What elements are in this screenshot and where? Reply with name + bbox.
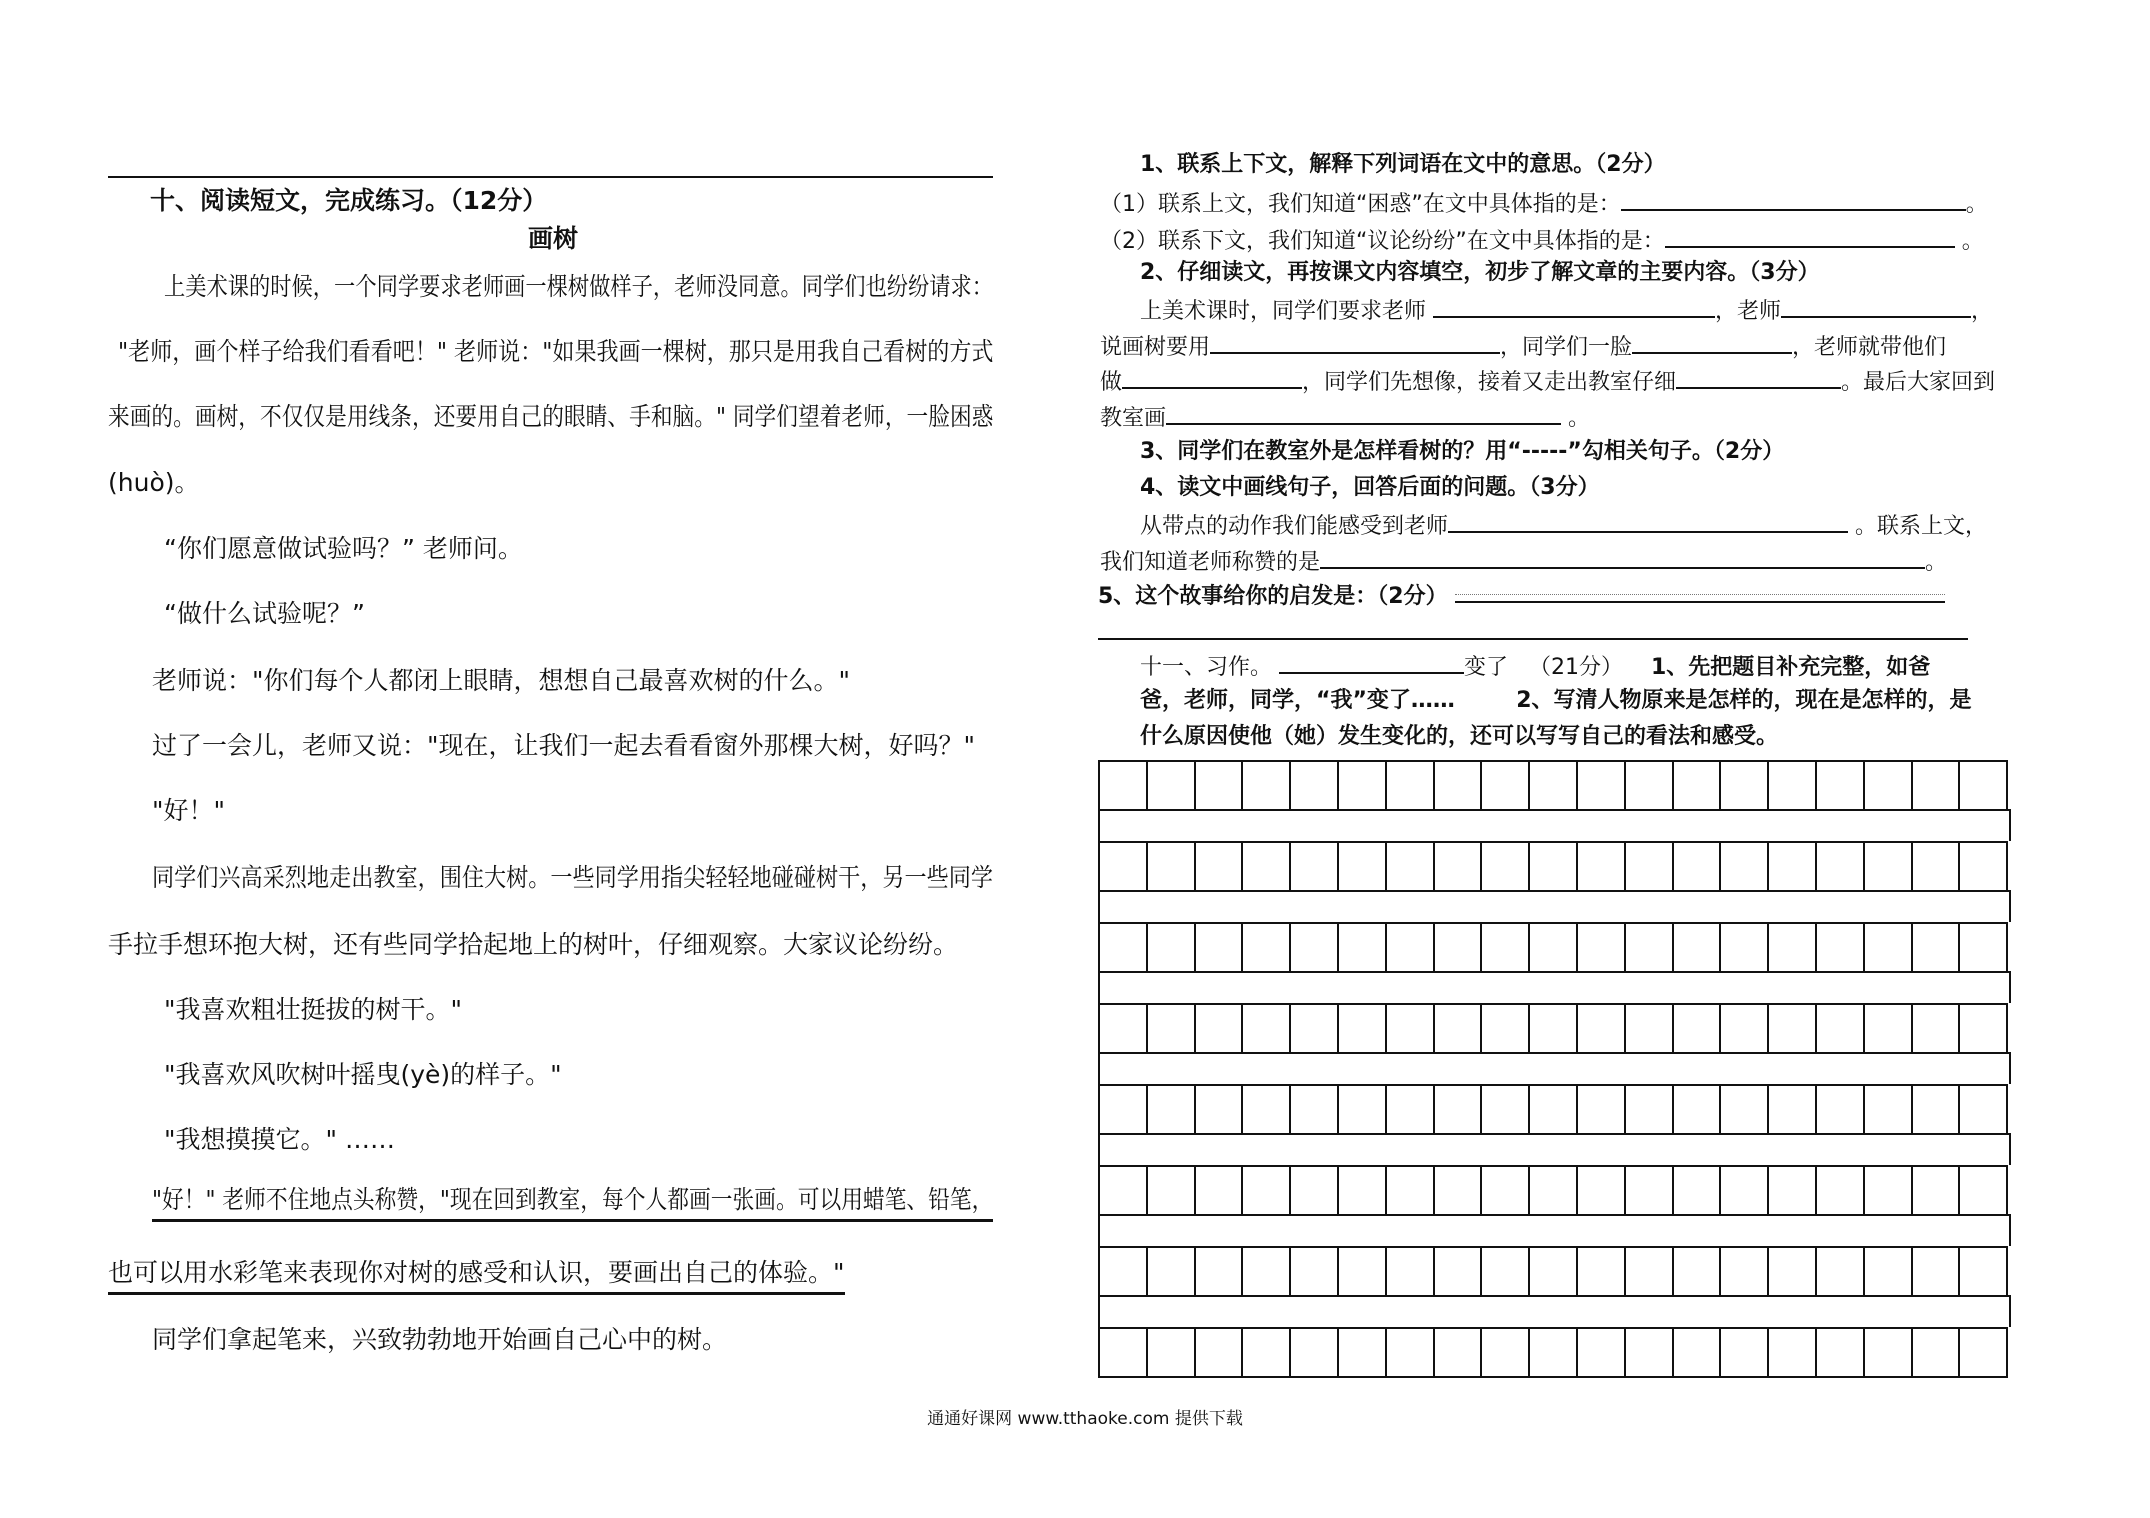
question-1b-text: （2）联系下文，我们知道“议论纷纷”在文中具体指的是： [1100, 229, 1665, 254]
text: ， [1971, 299, 1994, 324]
grid-cell[interactable] [1100, 1086, 1148, 1133]
grid-cell[interactable] [1721, 1005, 1769, 1052]
grid-cell[interactable] [1435, 1005, 1483, 1052]
grid-cell[interactable] [1100, 1248, 1148, 1295]
grid-row [1098, 1327, 2008, 1378]
grid-cell[interactable] [1530, 924, 1578, 971]
grid-cell[interactable] [1482, 1086, 1530, 1133]
grid-cell[interactable] [1913, 843, 1961, 890]
grid-cell[interactable] [1817, 1086, 1865, 1133]
question-4-line [1140, 507, 1987, 544]
passage-line: 上美术课的时候，一个同学要求老师画一棵树做样子，老师没同意。同学们也纷纷请求： [164, 272, 994, 301]
grid-cell[interactable] [1530, 1248, 1578, 1295]
grid-cell[interactable] [1817, 1005, 1865, 1052]
text: 爸，老师，同学，“我”变了…… [1140, 688, 1455, 713]
grid-cell[interactable] [1721, 762, 1769, 809]
grid-cell[interactable] [1721, 843, 1769, 890]
grid-cell[interactable] [1626, 762, 1674, 809]
period: 。 [1568, 406, 1591, 431]
passage-line: 老师说："你们每个人都闭上眼睛，想想自己最喜欢树的什么。" [152, 666, 851, 695]
grid-cell[interactable] [1243, 1329, 1291, 1376]
grid-cell[interactable] [1148, 1167, 1196, 1214]
grid-cell[interactable] [1960, 1086, 2008, 1133]
grid-cell[interactable] [1913, 1086, 1961, 1133]
grid-cell[interactable] [1674, 1248, 1722, 1295]
grid-spacer-row [1098, 1133, 2011, 1165]
grid-spacer-row [1098, 1052, 2011, 1084]
grid-row [1098, 922, 2008, 971]
grid-cell[interactable] [1721, 1086, 1769, 1133]
grid-cell[interactable] [1339, 1248, 1387, 1295]
passage-line: 手拉手想环抱大树，还有些同学拾起地上的树叶，仔细观察。大家议论纷纷。 [108, 930, 959, 959]
grid-cell[interactable] [1387, 1167, 1435, 1214]
text: 1、先把题目补充完整，如爸 [1651, 655, 1931, 680]
footer-source: 通通好课网 www.tthaoke.com 提供下载 [927, 1409, 1243, 1429]
grid-cell[interactable] [1721, 1248, 1769, 1295]
grid-cell[interactable] [1865, 1248, 1913, 1295]
answer-blank[interactable] [1665, 222, 1955, 248]
grid-cell[interactable] [1387, 843, 1435, 890]
grid-cell[interactable] [1817, 1167, 1865, 1214]
passage-line: 来画的。画树，不仅仅是用线条，还要用自己的眼睛、手和脑。" 同学们望着老师，一脸困惑 [108, 402, 994, 431]
grid-cell[interactable] [1530, 1086, 1578, 1133]
grid-cell[interactable] [1769, 1005, 1817, 1052]
grid-cell[interactable] [1626, 1005, 1674, 1052]
grid-spacer-row [1098, 890, 2011, 922]
grid-cell[interactable] [1960, 1248, 2008, 1295]
passage-line: 同学们拿起笔来，兴致勃勃地开始画自己心中的树。 [152, 1325, 728, 1354]
grid-cell[interactable] [1530, 762, 1578, 809]
grid-cell[interactable] [1387, 1005, 1435, 1052]
grid-cell[interactable] [1291, 1248, 1339, 1295]
passage-line: “你们愿意做试验吗？” 老师问。 [164, 534, 523, 563]
answer-blank[interactable] [1676, 363, 1841, 389]
grid-cell[interactable] [1291, 762, 1339, 809]
grid-cell[interactable] [1243, 1005, 1291, 1052]
grid-cell[interactable] [1435, 924, 1483, 971]
grid-cell[interactable] [1435, 1248, 1483, 1295]
grid-cell[interactable] [1482, 843, 1530, 890]
passage-line: "老师，画个样子给我们看看吧！" 老师说："如果我画一棵树，那只是用我自己看树的方式 [118, 337, 994, 366]
grid-cell[interactable] [1817, 762, 1865, 809]
grid-cell[interactable] [1148, 1005, 1196, 1052]
grid-cell[interactable] [1243, 843, 1291, 890]
grid-cell[interactable] [1769, 1329, 1817, 1376]
grid-cell[interactable] [1339, 1167, 1387, 1214]
grid-cell[interactable] [1913, 924, 1961, 971]
grid-cell[interactable] [1817, 924, 1865, 971]
grid-spacer-row [1098, 1214, 2011, 1246]
grid-cell[interactable] [1243, 1167, 1291, 1214]
text: 5、这个故事给你的启发是：（2分） [1098, 584, 1448, 609]
question-2-line [1100, 363, 1995, 400]
grid-cell[interactable] [1196, 1329, 1244, 1376]
grid-cell[interactable] [1817, 1248, 1865, 1295]
grid-cell[interactable] [1530, 843, 1578, 890]
question-2-line [1100, 399, 1590, 436]
grid-cell[interactable] [1960, 1167, 2008, 1214]
passage-line: 过了一会儿，老师又说："现在，让我们一起去看看窗外那棵大树，好吗？" [152, 731, 976, 760]
grid-cell[interactable] [1530, 1005, 1578, 1052]
grid-cell[interactable] [1578, 843, 1626, 890]
grid-row [1098, 1003, 2008, 1052]
grid-cell[interactable] [1100, 1329, 1148, 1376]
grid-cell[interactable] [1578, 1248, 1626, 1295]
text: 我们知道老师称赞的是 [1100, 550, 1321, 575]
grid-cell[interactable] [1769, 1248, 1817, 1295]
grid-cell[interactable] [1817, 843, 1865, 890]
grid-cell[interactable] [1626, 843, 1674, 890]
grid-cell[interactable] [1913, 762, 1961, 809]
grid-cell[interactable] [1578, 1329, 1626, 1376]
grid-cell[interactable] [1626, 1167, 1674, 1214]
grid-cell[interactable] [1674, 843, 1722, 890]
answer-blank[interactable] [1621, 185, 1966, 211]
passage-line: “做什么试验呢？” [164, 599, 365, 628]
grid-cell[interactable] [1913, 1167, 1961, 1214]
grid-cell[interactable] [1435, 843, 1483, 890]
grid-cell[interactable] [1387, 1329, 1435, 1376]
grid-cell[interactable] [1626, 1248, 1674, 1295]
grid-cell[interactable] [1291, 1005, 1339, 1052]
text: 2、写清人物原来是怎样的，现在是怎样的，是 [1516, 688, 1972, 713]
passage-line: (huò)。 [108, 468, 200, 497]
grid-row [1098, 1246, 2008, 1295]
question-2-line [1140, 292, 1993, 329]
grid-cell[interactable] [1674, 1086, 1722, 1133]
grid-cell[interactable] [1291, 1329, 1339, 1376]
grid-cell[interactable] [1865, 843, 1913, 890]
grid-cell[interactable] [1674, 1167, 1722, 1214]
grid-cell[interactable] [1148, 762, 1196, 809]
top-rule-left [108, 176, 993, 178]
answer-blank[interactable] [1781, 292, 1971, 318]
grid-cell[interactable] [1387, 924, 1435, 971]
writing-title: 十一、习作。 [1140, 655, 1273, 680]
text: 。联系上文， [1855, 514, 1988, 539]
grid-row [1098, 1165, 2008, 1214]
grid-cell[interactable] [1243, 1248, 1291, 1295]
period: 。 [1965, 192, 1988, 217]
grid-cell[interactable] [1291, 843, 1339, 890]
period: 。 [1925, 550, 1948, 575]
answer-line-q5[interactable] [1098, 638, 1968, 640]
grid-cell[interactable] [1435, 1329, 1483, 1376]
grid-cell[interactable] [1769, 1086, 1817, 1133]
grid-cell[interactable] [1721, 1329, 1769, 1376]
grid-cell[interactable] [1913, 1005, 1961, 1052]
writing-grid[interactable] [1098, 760, 2008, 1378]
grid-cell[interactable] [1243, 924, 1291, 971]
grid-cell[interactable] [1674, 924, 1722, 971]
grid-spacer-row [1098, 809, 2011, 841]
grid-cell[interactable] [1769, 1167, 1817, 1214]
grid-cell[interactable] [1721, 924, 1769, 971]
grid-cell[interactable] [1769, 843, 1817, 890]
grid-cell[interactable] [1530, 1329, 1578, 1376]
grid-cell[interactable] [1482, 1005, 1530, 1052]
grid-cell[interactable] [1960, 1329, 2008, 1376]
question-2-line [1100, 328, 1946, 365]
writing-task-line [1140, 648, 1930, 685]
question-3: 3、同学们在教室外是怎样看树的？用“-----”勾相关句子。（2分） [1140, 439, 1785, 464]
grid-cell[interactable] [1291, 1086, 1339, 1133]
answer-blank[interactable] [1122, 363, 1302, 389]
story-title: 画树 [528, 224, 579, 253]
grid-cell[interactable] [1100, 762, 1148, 809]
grid-spacer-row [1098, 971, 2011, 1003]
grid-cell[interactable] [1865, 1329, 1913, 1376]
grid-cell[interactable] [1482, 762, 1530, 809]
grid-cell[interactable] [1817, 1329, 1865, 1376]
text: ，老师 [1715, 299, 1782, 324]
text: 上美术课时，同学们要求老师 [1140, 299, 1427, 324]
grid-cell[interactable] [1960, 924, 2008, 971]
grid-cell[interactable] [1674, 762, 1722, 809]
grid-cell[interactable] [1196, 843, 1244, 890]
grid-cell[interactable] [1674, 1005, 1722, 1052]
grid-cell[interactable] [1578, 762, 1626, 809]
grid-row [1098, 841, 2008, 890]
grid-cell[interactable] [1339, 843, 1387, 890]
passage-line: "我喜欢粗壮挺拔的树干。" [164, 995, 462, 1024]
grid-cell[interactable] [1482, 1329, 1530, 1376]
grid-cell[interactable] [1387, 1086, 1435, 1133]
answer-blank[interactable] [1433, 292, 1715, 318]
grid-cell[interactable] [1578, 1005, 1626, 1052]
underlined-passage-line: 也可以用水彩笔来表现你对树的感受和认识，要画出自己的体验。" [108, 1256, 845, 1295]
text: 做 [1100, 370, 1123, 395]
grid-cell[interactable] [1960, 1005, 2008, 1052]
grid-cell[interactable] [1960, 843, 2008, 890]
grid-cell[interactable] [1148, 1086, 1196, 1133]
grid-cell[interactable] [1243, 1086, 1291, 1133]
grid-cell[interactable] [1196, 1248, 1244, 1295]
text: 从带点的动作我们能感受到老师 [1140, 514, 1449, 539]
text: 。最后大家回到 [1841, 370, 1996, 395]
grid-cell[interactable] [1196, 1005, 1244, 1052]
grid-cell[interactable] [1339, 762, 1387, 809]
grid-cell[interactable] [1578, 924, 1626, 971]
grid-cell[interactable] [1100, 1005, 1148, 1052]
grid-cell[interactable] [1626, 924, 1674, 971]
grid-cell[interactable] [1769, 762, 1817, 809]
grid-cell[interactable] [1865, 1086, 1913, 1133]
question-2: 2、仔细读文，再按课文内容填空，初步了解文章的主要内容。（3分） [1140, 260, 1820, 285]
grid-cell[interactable] [1339, 924, 1387, 971]
grid-cell[interactable] [1387, 762, 1435, 809]
passage-line: "我想摸摸它。" …… [164, 1125, 395, 1154]
grid-cell[interactable] [1196, 1167, 1244, 1214]
answer-blank[interactable] [1632, 328, 1792, 354]
grid-cell[interactable] [1435, 1167, 1483, 1214]
grid-cell[interactable] [1530, 1167, 1578, 1214]
text: ，同学们一脸 [1500, 335, 1633, 360]
grid-cell[interactable] [1196, 924, 1244, 971]
question-1a-text: （1）联系上文，我们知道“困惑”在文中具体指的是： [1100, 192, 1621, 217]
grid-cell[interactable] [1674, 1329, 1722, 1376]
grid-cell[interactable] [1769, 924, 1817, 971]
grid-cell[interactable] [1196, 762, 1244, 809]
question-4-line [1100, 543, 1947, 580]
grid-cell[interactable] [1148, 1248, 1196, 1295]
section-title-reading: 十、阅读短文，完成练习。（12分） [150, 186, 548, 215]
title-blank[interactable] [1279, 648, 1464, 674]
grid-cell[interactable] [1865, 762, 1913, 809]
grid-cell[interactable] [1865, 1167, 1913, 1214]
grid-cell[interactable] [1482, 924, 1530, 971]
grid-cell[interactable] [1721, 1167, 1769, 1214]
grid-row [1098, 1084, 2008, 1133]
passage-line: "我喜欢风吹树叶摇曳(yè)的样子。" [164, 1060, 562, 1089]
writing-task-line: 什么原因使他（她）发生变化的，还可以写写自己的看法和感受。 [1140, 724, 1779, 749]
grid-cell[interactable] [1626, 1086, 1674, 1133]
grid-cell[interactable] [1578, 1086, 1626, 1133]
question-1: 1、联系上下文，解释下列词语在文中的意思。（2分） [1140, 152, 1666, 177]
grid-cell[interactable] [1387, 1248, 1435, 1295]
grid-cell[interactable] [1339, 1329, 1387, 1376]
answer-blank[interactable] [1210, 328, 1500, 354]
underlined-passage-line: "好！" 老师不住地点头称赞，"现在回到教室，每个人都画一张画。可以用蜡笔、铅笔， [152, 1183, 993, 1222]
writing-task-line [1140, 684, 1972, 718]
grid-cell[interactable] [1482, 1248, 1530, 1295]
grid-cell[interactable] [1482, 1167, 1530, 1214]
grid-cell[interactable] [1196, 1086, 1244, 1133]
grid-row [1098, 760, 2008, 809]
grid-cell[interactable] [1148, 843, 1196, 890]
period: 。 [1961, 229, 1984, 254]
passage-line: "好！" [152, 796, 225, 825]
answer-blank[interactable] [1455, 579, 1945, 603]
answer-blank[interactable] [1320, 543, 1925, 569]
grid-cell[interactable] [1100, 843, 1148, 890]
grid-cell[interactable] [1435, 762, 1483, 809]
grid-cell[interactable] [1435, 1086, 1483, 1133]
grid-cell[interactable] [1960, 762, 2008, 809]
grid-cell[interactable] [1339, 1086, 1387, 1133]
grid-cell[interactable] [1913, 1248, 1961, 1295]
passage-line: 同学们兴高采烈地走出教室，围住大树。一些同学用指尖轻轻地碰碰树干，另一些同学 [152, 863, 994, 892]
grid-cell[interactable] [1865, 924, 1913, 971]
grid-cell[interactable] [1339, 1005, 1387, 1052]
grid-cell[interactable] [1865, 1005, 1913, 1052]
grid-cell[interactable] [1291, 924, 1339, 971]
grid-cell[interactable] [1243, 762, 1291, 809]
grid-cell[interactable] [1100, 1167, 1148, 1214]
question-5 [1098, 579, 1945, 614]
question-1a [1100, 185, 1988, 222]
question-1b [1100, 222, 1984, 259]
grid-cell[interactable] [1148, 1329, 1196, 1376]
grid-cell[interactable] [1626, 1329, 1674, 1376]
text: 变了 [1464, 655, 1509, 680]
grid-cell[interactable] [1100, 924, 1148, 971]
text: （21分） [1529, 655, 1624, 680]
grid-cell[interactable] [1913, 1329, 1961, 1376]
question-4: 4、读文中画线句子，回答后面的问题。（3分） [1140, 475, 1600, 500]
answer-blank[interactable] [1448, 507, 1848, 533]
text: ，老师就带他们 [1792, 335, 1947, 360]
grid-cell[interactable] [1578, 1167, 1626, 1214]
grid-spacer-row [1098, 1295, 2011, 1327]
grid-cell[interactable] [1148, 924, 1196, 971]
grid-cell[interactable] [1291, 1167, 1339, 1214]
answer-blank[interactable] [1166, 399, 1561, 425]
text: 说画树要用 [1100, 335, 1211, 360]
text: 教室画 [1100, 406, 1167, 431]
text: ，同学们先想像，接着又走出教室仔细 [1302, 370, 1677, 395]
